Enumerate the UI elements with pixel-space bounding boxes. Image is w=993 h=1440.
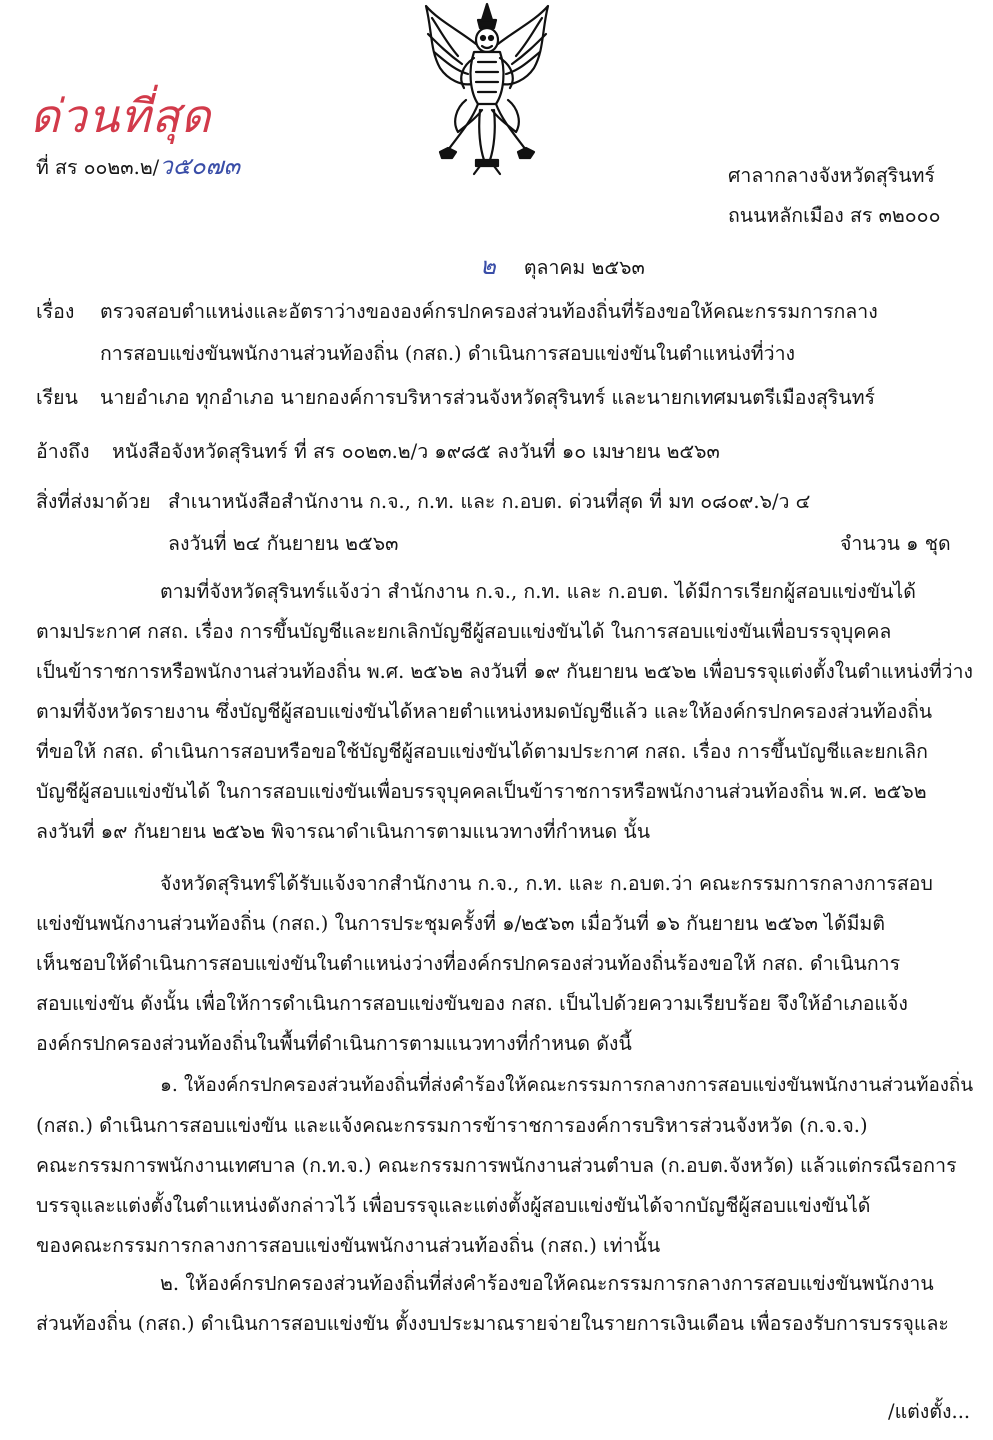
document-date — [480, 246, 645, 285]
paragraph-line: ลงวันที่ ๑๙ กันยายน ๒๕๖๒ พิจารณาดำเนินการตามแนวทางที่กำหนด นั้น — [36, 820, 651, 843]
continuation-marker: /แต่งตั้ง... — [888, 1400, 971, 1423]
urgency-stamp: ด่วนที่สุด — [30, 89, 212, 143]
paragraph-line: เห็นชอบให้ดำเนินการสอบแข่งขันในตำแหน่งว่างที่องค์กรปกครองส่วนท้องถิ่นร้องขอให้ กสถ. ดำเนินการ — [36, 952, 901, 975]
paragraph-line: คณะกรรมการพนักงานเทศบาล (ก.ท.จ.) คณะกรรมการพนักงานส่วนตำบล (ก.อบต.จังหวัด) แล้วแต่กรณีรอการ — [36, 1154, 957, 1177]
paragraph-line: ส่วนท้องถิ่น (กสถ.) ดำเนินการสอบแข่งขัน ตั้งงบประมาณรายจ่ายในรายการเงินเดือน เพื่อรองรับการบรรจุและ — [36, 1312, 949, 1335]
garuda-emblem — [418, 0, 556, 178]
recipient-label: เรียน — [36, 386, 78, 409]
enclosure-line-2: ลงวันที่ ๒๔ กันยายน ๒๕๖๓ — [168, 532, 399, 555]
paragraph-line: เป็นข้าราชการหรือพนักงานส่วนท้องถิ่น พ.ศ. ๒๕๖๒ ลงวันที่ ๑๙ กันยายน ๒๕๖๒ เพื่อบรรจุแต่งตั้งในตำแหน่งที่ว่าง — [36, 660, 973, 683]
paragraph-line: แข่งขันพนักงานส่วนท้องถิ่น (กสถ.) ในการประชุมครั้งที่ ๑/๒๕๖๓ เมื่อวันที่ ๑๖ กันยายน ๒๕๖๓ ได้มีมติ — [36, 912, 886, 935]
paragraph-line: ตามที่จังหวัดสุรินทร์แจ้งว่า สำนักงาน ก.จ., ก.ท. และ ก.อบต. ได้มีการเรียกผู้สอบแข่งขันได้ — [160, 580, 916, 603]
date-day-handwritten: ๒ — [480, 252, 496, 280]
paragraph-line: ๒. ให้องค์กรปกครองส่วนท้องถิ่นที่ส่งคำร้องขอให้คณะกรรมการกลางการสอบแข่งขันพนักงาน — [160, 1272, 934, 1295]
subject-line-2: การสอบแข่งขันพนักงานส่วนท้องถิ่น (กสถ.) ดำเนินการสอบแข่งขันในตำแหน่งที่ว่าง — [100, 342, 796, 365]
paragraph-line: สอบแข่งขัน ดังนั้น เพื่อให้การดำเนินการสอบแข่งขันของ กสถ. เป็นไปด้วยความเรียบร้อย จึงให้อำเภอแจ้ง — [36, 992, 908, 1015]
paragraph-line: ตามประกาศ กสถ. เรื่อง การขึ้นบัญชีและยกเลิกบัญชีผู้สอบแข่งขันได้ ในการสอบแข่งขันเพื่อบรรจุบุคคล — [36, 620, 892, 643]
paragraph-line: ของคณะกรรมการกลางการสอบแข่งขันพนักงานส่วนท้องถิ่น (กสถ.) เท่านั้น — [36, 1234, 661, 1257]
enclosure-line-1: สำเนาหนังสือสำนักงาน ก.จ., ก.ท. และ ก.อบต. ด่วนที่สุด ที่ มท ๐๘๐๙.๖/ว ๔ — [168, 490, 811, 513]
paragraph-line: บัญชีผู้สอบแข่งขันได้ ในการสอบแข่งขันเพื่อบรรจุบุคคลเป็นข้าราชการหรือพนักงานส่วนท้องถิ่น พ.ศ. ๒๕๖๒ — [36, 780, 927, 803]
document-number-handwritten: ว๕๐๗๓ — [159, 152, 240, 180]
office-address-line1: ศาลากลางจังหวัดสุรินทร์ — [728, 164, 935, 187]
paragraph-line: ที่ขอให้ กสถ. ดำเนินการสอบหรือขอใช้บัญชีผู้สอบแข่งขันได้ตามประกาศ กสถ. เรื่อง การขึ้นบัญชีและยกเลิก — [36, 740, 928, 763]
paragraph-line: จังหวัดสุรินทร์ได้รับแจ้งจากสำนักงาน ก.จ., ก.ท. และ ก.อบต.ว่า คณะกรรมการกลางการสอบ — [160, 872, 933, 895]
office-address-line2: ถนนหลักเมือง สร ๓๒๐๐๐ — [728, 204, 941, 227]
paragraph-line: ตามที่จังหวัดรายงาน ซึ่งบัญชีผู้สอบแข่งขันได้หลายตำแหน่งหมดบัญชีแล้ว และให้องค์กรปกครองส่วนท้องถิ่น — [36, 700, 933, 723]
paragraph-line: บรรจุและแต่งตั้งในตำแหน่งดังกล่าวไว้ เพื่อบรรจุและแต่งตั้งผู้สอบแข่งขันได้จากบัญชีผู้สอบแข่งขันได้ — [36, 1194, 871, 1217]
recipient-text: นายอำเภอ ทุกอำเภอ นายกองค์การบริหารส่วนจังหวัดสุรินทร์ และนายกเทศมนตรีเมืองสุรินทร์ — [100, 386, 876, 409]
paragraph-line: ๑. ให้องค์กรปกครองส่วนท้องถิ่นที่ส่งคำร้องให้คณะกรรมการกลางการสอบแข่งขันพนักงานส่วนท้องถิ่น — [160, 1075, 974, 1096]
date-month-year: ตุลาคม ๒๕๖๓ — [523, 256, 645, 279]
subject-line-1: ตรวจสอบตำแหน่งและอัตราว่างขององค์กรปกครองส่วนท้องถิ่นที่ร้องขอให้คณะกรรมการกลาง — [100, 300, 878, 323]
paragraph-line: (กสถ.) ดำเนินการสอบแข่งขัน และแจ้งคณะกรรมการข้าราชการองค์การบริหารส่วนจังหวัด (ก.จ.จ.) — [36, 1114, 868, 1137]
subject-label: เรื่อง — [36, 300, 75, 323]
reference-label: อ้างถึง — [36, 440, 90, 463]
paragraph-line: องค์กรปกครองส่วนท้องถิ่นในพื้นที่ดำเนินการตามแนวทางที่กำหนด ดังนี้ — [36, 1032, 632, 1055]
reference-text: หนังสือจังหวัดสุรินทร์ ที่ สร ๐๐๒๓.๒/ว ๑๙๘๕ ลงวันที่ ๑๐ เมษายน ๒๕๖๓ — [112, 440, 720, 463]
enclosure-label: สิ่งที่ส่งมาด้วย — [36, 490, 151, 513]
document-number — [36, 146, 240, 185]
enclosure-quantity: จำนวน ๑ ชุด — [840, 532, 951, 555]
document-number-prefix: ที่ สร ๐๐๒๓.๒/ — [36, 156, 160, 179]
